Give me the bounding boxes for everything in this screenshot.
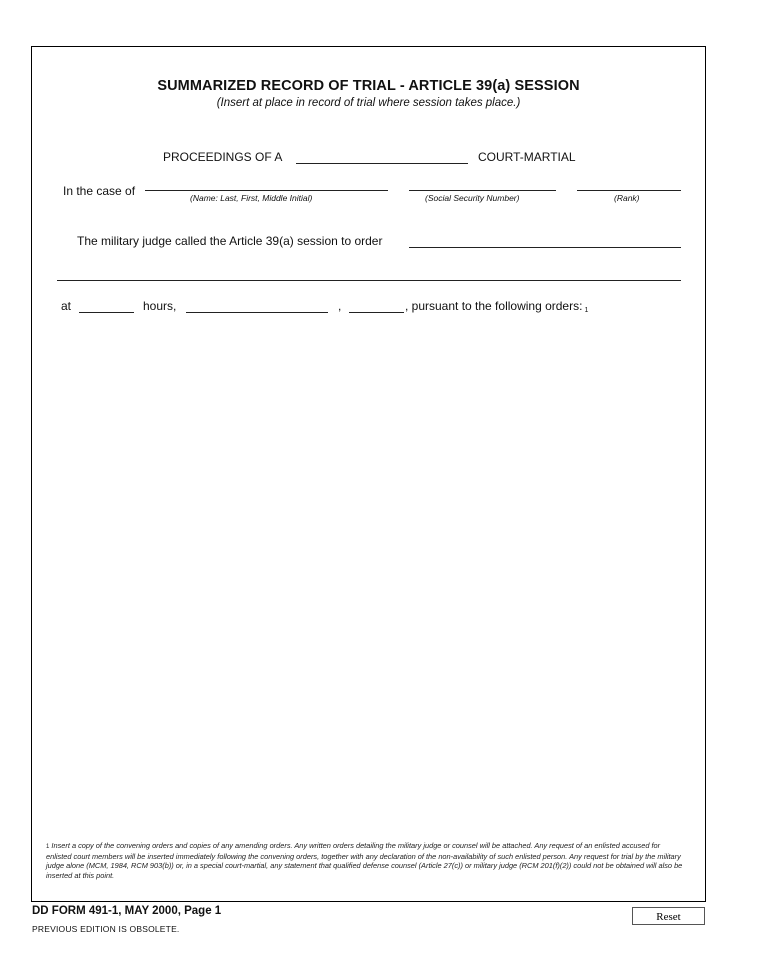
form-title: SUMMARIZED RECORD OF TRIAL - ARTICLE 39(a) SESSION (157, 78, 580, 94)
rank-field[interactable] (577, 190, 681, 191)
footnote-text: Insert a copy of the convening orders and copies of any amending orders. Any written orders detailing the military judge or counsel will be attached. Any request of an enlisted accused for enlisted court members will be inserted immediately following the convening orders, together with any declaration of the non-availability of such enlisted person. Any request for trial by the military judge alone (MCM, 1984, RCM 903(b)) or, in a special court-martial, any statement that qualified defense counsel (Article 27(c)) or military judge (RCM 201(f)(2)) could not be obtained will also be inserted at this point. (46, 841, 683, 880)
session-location-continued-field[interactable] (57, 280, 681, 281)
court-martial-label: COURT-MARTIAL (478, 150, 576, 164)
hours-label: hours, (143, 299, 177, 313)
rank-caption: (Rank) (614, 193, 640, 203)
judge-called-label: The military judge called the Article 39(a) session to order (77, 234, 383, 248)
pursuant-text: , pursuant to the following orders: (405, 299, 583, 313)
obsolete-note: PREVIOUS EDITION IS OBSOLETE. (32, 924, 180, 934)
session-location-field[interactable] (409, 247, 681, 248)
at-label: at (61, 299, 72, 313)
date-field[interactable] (186, 312, 328, 313)
name-caption: (Name: Last, First, Middle Initial) (190, 193, 313, 203)
reset-button[interactable]: Reset (632, 907, 705, 925)
pursuant-label (405, 299, 588, 313)
ssn-field[interactable] (409, 190, 556, 191)
proceedings-label: PROCEEDINGS OF A (163, 150, 283, 164)
footnote-number: 1 (46, 844, 50, 850)
hours-field[interactable] (79, 312, 134, 313)
form-subtitle: (Insert at place in record of trial where session takes place.) (216, 97, 521, 109)
ssn-caption: (Social Security Number) (425, 193, 520, 203)
comma-separator: , (338, 299, 342, 313)
year-field[interactable] (349, 312, 404, 313)
accused-name-field[interactable] (145, 190, 388, 191)
orders-content-area[interactable] (46, 330, 686, 830)
form-identifier: DD FORM 491-1, MAY 2000, Page 1 (32, 905, 222, 917)
footnote (46, 841, 686, 880)
court-martial-type-field[interactable] (296, 163, 468, 164)
footnote-marker: 1 (584, 307, 589, 314)
case-label: In the case of (63, 184, 136, 198)
